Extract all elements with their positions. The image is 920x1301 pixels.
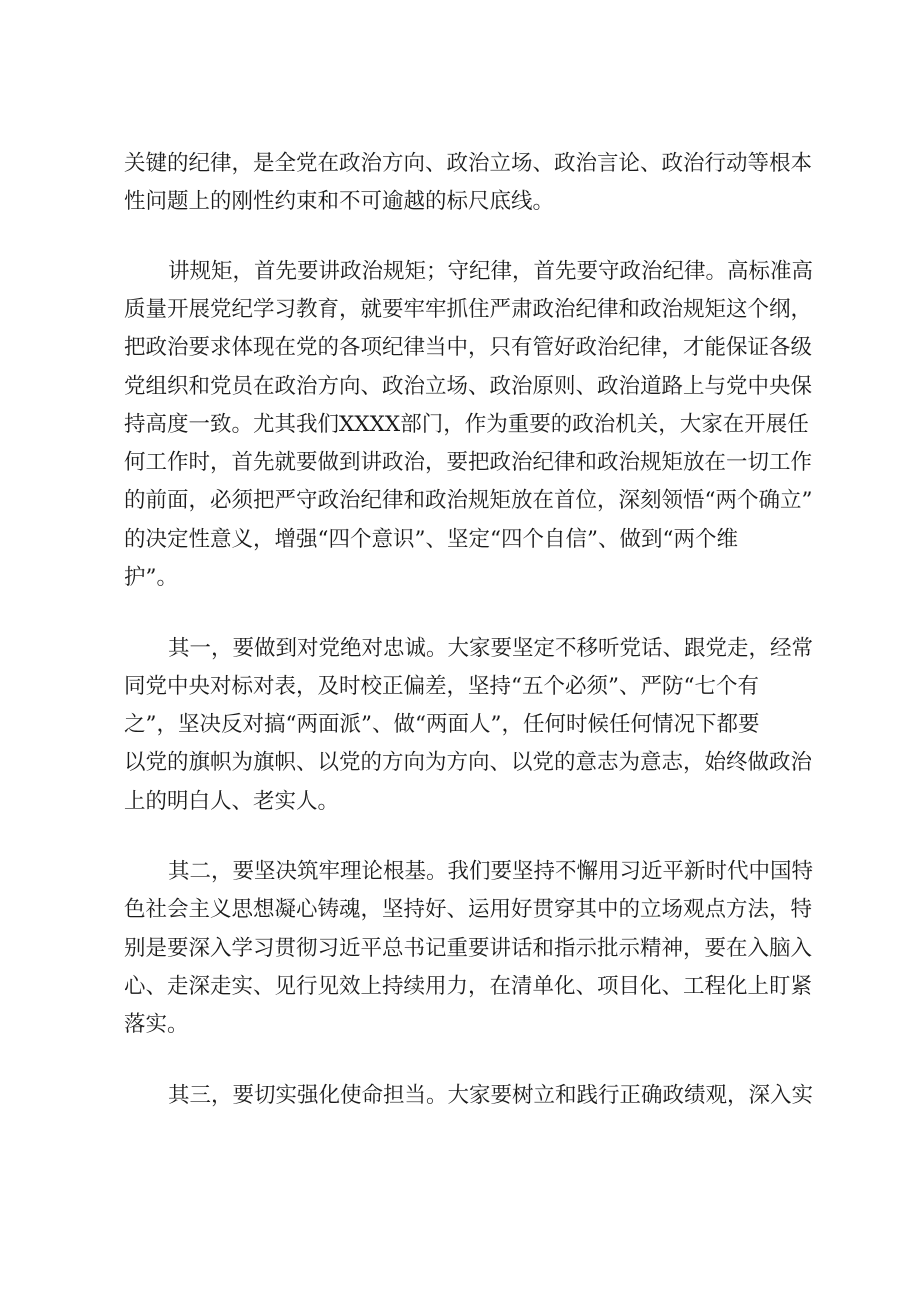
text-line: 之”，坚决反对搞“两面派”、做“两面人”，任何时候任何情况下都要 [124, 712, 760, 737]
text-line: 其二，要坚决筑牢理论根基。我们要坚持不懈用习近平新时代中国特 [168, 859, 814, 884]
text-line: 落实。 [124, 1012, 189, 1037]
text-line: 何工作时，首先就要做到讲政治，要把政治纪律和政治规矩放在一切工作 [124, 450, 813, 475]
text-line: 上的明白人、老实人。 [124, 789, 340, 814]
text-line: 关键的纪律，是全党在政治方向、政治立场、政治言论、政治行动等根本 [124, 151, 813, 176]
text-line: 讲规矩，首先要讲政治规矩；守纪律，首先要守政治纪律。高标准高 [168, 259, 814, 284]
text-line: 心、走深走实、见行见效上持续用力，在清单化、项目化、工程化上盯紧 [124, 974, 813, 999]
text-line: 别是要深入学习贯彻习近平总书记重要讲话和指示批示精神，要在入脑入 [124, 936, 813, 961]
text-line: 同党中央对标对表，及时校正偏差，坚持“五个必须”、严防“七个有 [124, 674, 759, 699]
text-line: 持高度一致。尤其我们XXXX部门，作为重要的政治机关，大家在开展任 [124, 412, 809, 437]
text-line: 把政治要求体现在党的各项纪律当中，只有管好政治纪律，才能保证各级 [124, 335, 813, 360]
text-line: 党组织和党员在政治方向、政治立场、政治原则、政治道路上与党中央保 [124, 374, 813, 399]
text-line: 其一，要做到对党绝对忠诚。大家要坚定不移听党话、跟党走，经常 [168, 636, 814, 661]
text-line: 以党的旗帜为旗帜、以党的方向为方向、以党的意志为意志，始终做政治 [124, 750, 813, 775]
text-line: 色社会主义思想凝心铸魂，坚持好、运用好贯穿其中的立场观点方法，特 [124, 897, 813, 922]
text-line: 护”。 [124, 565, 178, 590]
text-line: 性问题上的刚性约束和不可逾越的标尺底线。 [124, 189, 555, 214]
text-line: 的前面，必须把严守政治纪律和政治规矩放在首位，深刻领悟“两个确立” [124, 488, 813, 513]
text-line: 其三，要切实强化使命担当。大家要树立和践行正确政绩观，深入实 [168, 1083, 814, 1108]
text-line: 质量开展党纪学习教育，就要牢牢抓住严肃政治纪律和政治规矩这个纲， [124, 297, 813, 322]
text-line: 的决定性意义，增强“四个意识”、坚定“四个自信”、做到“两个维 [124, 527, 738, 552]
